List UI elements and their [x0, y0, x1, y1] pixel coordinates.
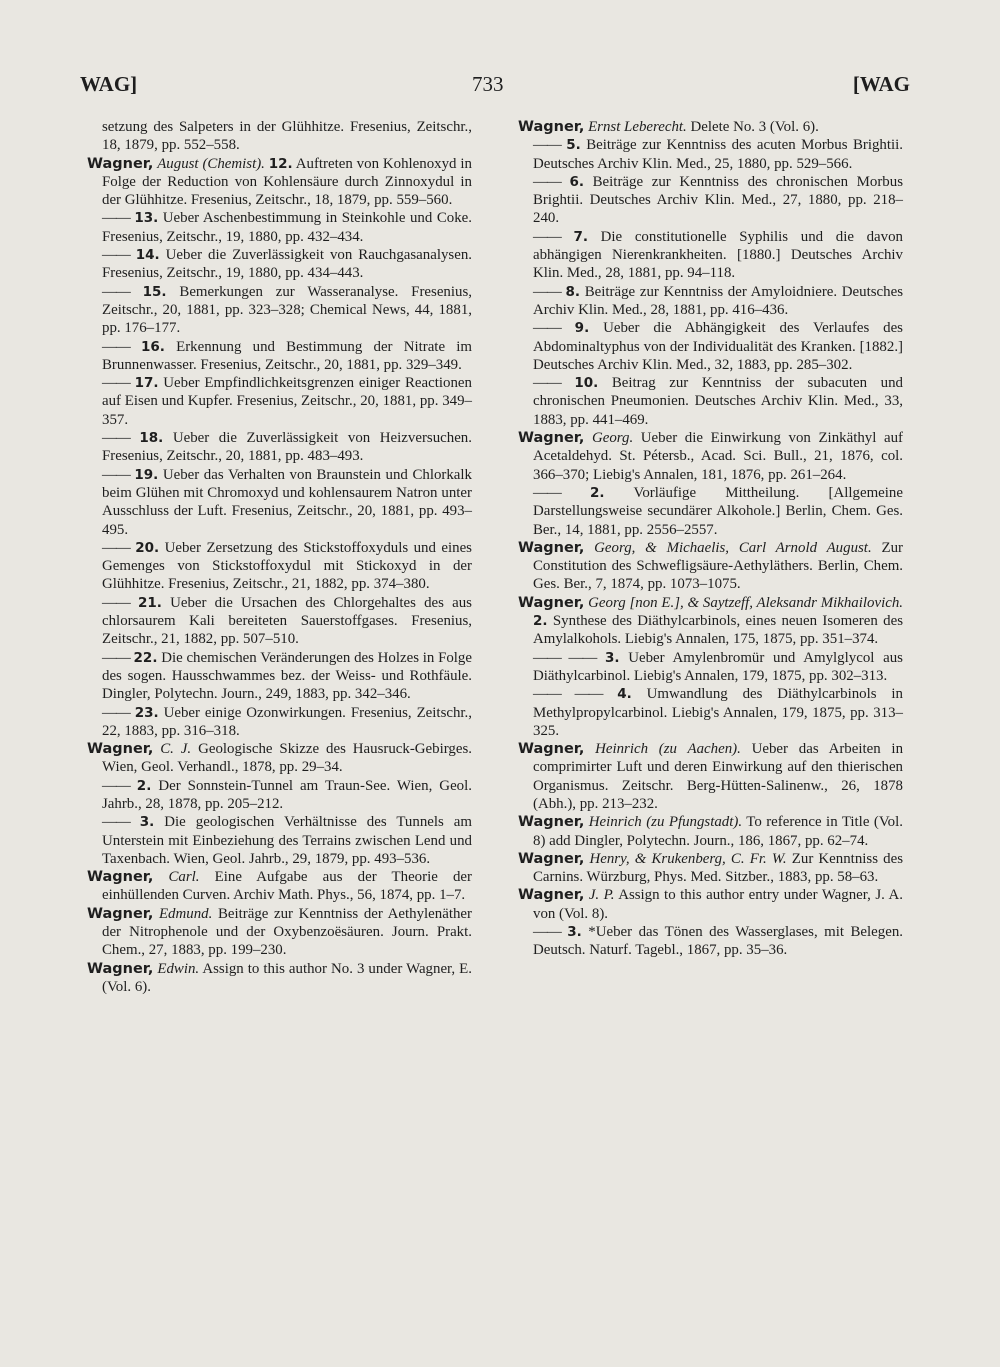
author-surname: Wagner, — [518, 594, 585, 611]
entry-text: Ueber Empfindlichkeitsgrenzen einiger Reactionen auf Eisen und Kupfer. Fresenius, Zeitschr., 20, 1881, pp. 349–357. — [102, 375, 472, 428]
entry-text: Der Sonnstein-Tunnel am Traun-See. Wien, Geol. Jahrb., 28, 1878, pp. 205–212. — [102, 777, 472, 812]
bibliography-entry — [518, 740, 903, 813]
entry-text: Umwandlung des Diäthylcarbinols in Methylpropylcarbinol. Liebig's Annalen, 179, 1875, pp. 313–325. — [533, 686, 903, 739]
bibliography-entry — [87, 374, 472, 429]
entry-number: 7. — [573, 228, 588, 245]
entry-number: 10. — [574, 375, 599, 392]
author-surname: Wagner, — [87, 905, 154, 922]
entry-number: 23. — [134, 704, 159, 721]
entry-number: 4. — [617, 686, 632, 703]
author-given-name: Heinrich (zu Aachen). — [595, 741, 741, 758]
bibliography-entry — [87, 777, 472, 814]
bibliography-entry — [518, 374, 903, 429]
author-surname: Wagner, — [87, 960, 154, 977]
author-surname: Wagner, — [518, 887, 585, 904]
entry-number: 21. — [137, 594, 162, 611]
bibliography-entry — [518, 539, 903, 594]
entry-text: Ueber die Zuverlässigkeit von Rauchgasanalysen. Fresenius, Zeitschr., 19, 1880, pp. 434–443. — [102, 247, 472, 282]
entry-text: Ueber das Verhalten von Braunstein und Chlorkalk beim Glühen mit Chromoxyd und kohlensaurem Natron unter Ausschluss der Luft. Fresenius, Zeitschr., 20, 1881, pp. 493–495. — [102, 466, 472, 538]
entry-number: 18. — [139, 430, 164, 447]
right-column — [518, 118, 903, 960]
entry-number: 17. — [134, 375, 159, 392]
entry-dash: —— — [102, 466, 130, 483]
entry-number: 9. — [574, 320, 590, 337]
entry-dash: —— — [102, 375, 130, 392]
entry-dash: —— —— — [533, 649, 597, 666]
bibliography-entry — [87, 283, 472, 338]
entry-number: 16. — [140, 338, 165, 355]
author-given-name: August (Chemist). — [157, 155, 265, 172]
entry-text: Beiträge zur Kenntniss des acuten Morbus Brightii. Deutsches Archiv Klin. Med., 25, 1880, pp. 529–566. — [533, 137, 903, 172]
entry-dash: —— — [533, 484, 561, 501]
entry-dash: —— — [533, 320, 561, 337]
entry-number: 2. — [136, 777, 152, 794]
bibliography-entry — [87, 960, 472, 997]
entry-dash: —— — [102, 283, 130, 300]
bibliography-entry — [87, 649, 472, 704]
entry-dash: —— —— — [533, 686, 603, 703]
author-surname: Wagner, — [518, 814, 585, 831]
author-surname: Wagner, — [518, 539, 585, 556]
entry-number: 20. — [135, 539, 160, 556]
author-surname: Wagner, — [518, 430, 585, 447]
entry-text: Beiträge zur Kenntniss der Amyloidniere. Deutsches Archiv Klin. Med., 28, 1881, pp. 416–436. — [533, 283, 903, 318]
entry-dash: —— — [533, 283, 561, 300]
bibliography-entry — [518, 923, 903, 960]
running-head — [80, 72, 910, 102]
entry-text: Die chemischen Veränderungen des Holzes in Folge des sogen. Hausschwammes bez. der Weiss- und Rothfäule. Dingler, Polytechn. Journ., 249, 1883, pp. 342–346. — [102, 649, 472, 703]
entry-text: Ueber die Einwirkung von Zinkäthyl auf Acetaldehyd. St. Pétersb., Acad. Sci. Bull., 21, 1876, col. 366–370; Liebig's Annalen, 181, 1876, pp. 261–264. — [533, 430, 903, 483]
bibliography-entry — [87, 246, 472, 283]
entry-text: Zur Constitution des Schwefligsäure-Aethyläthers. Berlin, Chem. Ges. Ber., 7, 1874, pp. 1073–1075. — [533, 539, 903, 593]
entry-text: Geologische Skizze des Hausruck-Gebirges. Wien, Geol. Verhandl., 1878, pp. 29–34. — [102, 741, 472, 776]
entry-text: Vorläufige Mittheilung. [Allgemeine Darstellungsweise secundärer Alkohole.] Berlin, Chem. Ges. Ber., 14, 1881, pp. 2556–2557. — [533, 484, 903, 538]
bibliography-entry — [87, 429, 472, 466]
entry-text: Die constitutionelle Syphilis und die davon abhängigen Nierenkrankheiten. [1880.] Deutsches Archiv Klin. Med., 28, 1881, pp. 94–118. — [533, 228, 903, 282]
entry-dash: —— — [102, 649, 130, 666]
entry-dash: —— — [533, 375, 561, 392]
author-given-name: C. J. — [160, 741, 192, 758]
entry-text: Beiträge zur Kenntniss der Aethylenäther der Nitrophenole und der Oxybenzoësäuren. Journ. Prakt. Chem., 27, 1883, pp. 199–230. — [102, 905, 472, 959]
page-number: 733 — [472, 72, 504, 96]
bibliography-entry — [518, 813, 903, 850]
entry-dash: —— — [533, 228, 561, 245]
bibliography-entry — [518, 118, 903, 136]
entry-number: 13. — [134, 210, 159, 227]
bibliography-entry — [518, 173, 903, 228]
entry-number: 14. — [135, 247, 160, 264]
author-surname: Wagner, — [518, 741, 585, 758]
entry-text: Bemerkungen zur Wasseranalyse. Fresenius, Zeitschr., 20, 1881, pp. 323–328; Chemical News, 44, 1881, pp. 176–177. — [102, 283, 472, 337]
bibliography-entry — [87, 539, 472, 594]
bibliography-entry — [518, 319, 903, 374]
entry-dash: —— — [102, 539, 130, 556]
entry-dash: —— — [533, 137, 561, 154]
author-surname: Wagner, — [87, 741, 154, 758]
bibliography-entry — [518, 685, 903, 740]
entry-text: To reference in Title (Vol. 8) add Dingler, Polytechn. Journ., 186, 1867, pp. 62–74. — [533, 814, 903, 849]
author-given-name: Ernst Leberecht. — [588, 119, 687, 135]
bibliography-entry — [518, 283, 903, 320]
bibliography-entry — [518, 594, 903, 649]
entry-dash: —— — [533, 924, 561, 941]
author-given-name: Edmund. — [158, 905, 213, 922]
entry-dash: —— — [102, 814, 130, 831]
entry-text: Ueber Zersetzung des Stickstoffoxyduls und eines Gemenges von Stickstoffoxydul mit Stickoxyd in der Glühhitze. Fresenius, Zeitschr., 21, 1882, pp. 374–380. — [102, 539, 472, 593]
entry-text: Ueber Amylenbromür und Amylglycol aus Diäthylcarbinol. Liebig's Annalen, 179, 1875, pp. 302–313. — [533, 649, 903, 684]
entry-text: Erkennung und Bestimmung der Nitrate im Brunnenwasser. Fresenius, Zeitschr., 20, 1881, pp. 329–349. — [102, 338, 472, 373]
left-column — [87, 118, 472, 996]
entry-text: Assign to this author entry under Wagner, J. A. von (Vol. 8). — [533, 887, 904, 922]
entry-text: Auftreten von Kohlenoxyd in Folge der Reduction von Kohlensäure durch Zinnoxydul in der Glühhitze. Fresenius, Zeitschr., 18, 1879, pp. 559–560. — [102, 155, 472, 209]
entry-number: 15. — [142, 283, 167, 300]
author-given-name: Heinrich (zu Pfungstadt). — [588, 814, 743, 831]
bibliography-entry — [518, 228, 903, 283]
bibliography-entry — [518, 649, 903, 686]
entry-number: 3. — [567, 924, 582, 941]
bibliography-entry — [87, 155, 472, 210]
entry-text: Assign to this author No. 3 under Wagner, E. (Vol. 6). — [102, 960, 472, 995]
entry-dash: —— — [102, 777, 130, 794]
entry-dash: —— — [102, 594, 130, 611]
author-given-name: Georg, & Michaelis, Carl Arnold August. — [594, 539, 872, 556]
entry-text: Beitrag zur Kenntniss der subacuten und chronischen Pneumonien. Deutsches Archiv Klin. Med., 33, 1883, pp. 441–469. — [533, 375, 903, 428]
author-given-name: J. P. — [588, 887, 615, 904]
entry-text: *Ueber das Tönen des Wasserglases, mit Belegen. Deutsch. Naturf. Tagebl., 1867, pp. 35–36. — [533, 924, 903, 959]
author-given-name: Edwin. — [157, 960, 200, 977]
bibliography-entry — [87, 868, 472, 905]
entry-dash: —— — [102, 704, 130, 721]
entry-number: 5. — [566, 137, 581, 154]
author-surname: Wagner, — [87, 869, 154, 886]
entry-dash: —— — [102, 338, 130, 355]
entry-number: 12. — [268, 155, 293, 172]
entry-text: Eine Aufgabe aus der Theorie der einhüllenden Curven. Archiv Math. Phys., 56, 1874, pp. 1–7. — [102, 869, 472, 904]
entry-number: 3. — [139, 814, 155, 831]
entry-text: Ueber die Abhängigkeit des Verlaufes des Abdominaltyphus von der Individualität des Kranken. [1882.] Deutsches Archiv Klin. Med., 32, 1883, pp. 285–302. — [533, 320, 903, 373]
entry-dash: —— — [533, 173, 561, 190]
bibliography-entry — [518, 136, 903, 173]
author-given-name: Georg. — [591, 430, 634, 447]
entry-text: Ueber Aschenbestimmung in Steinkohle und Coke. Fresenius, Zeitschr., 19, 1880, pp. 432–434. — [102, 210, 472, 245]
entry-text: Delete No. 3 (Vol. 6). — [690, 119, 819, 135]
author-surname: Wagner, — [518, 119, 585, 135]
entry-text: Ueber das Arbeiten in comprimirter Luft und deren Einwirkung auf den thierischen Organismus. Zeitschr. Berg-Hütten-Salinenw., 26, 1878 (Abh.), pp. 213–232. — [533, 741, 904, 812]
running-head-right: [WAG — [852, 72, 910, 96]
entry-number: 22. — [133, 649, 158, 666]
entry-text: Die geologischen Verhältnisse des Tunnels am Unterstein mit Einbeziehung des Terrains zwischen Lend und Taxenbach. Wien, Geol. Jahrb., 29, 1879, pp. 493–536. — [102, 814, 472, 867]
entry-number: 2. — [590, 484, 605, 501]
bibliography-entry — [87, 466, 472, 539]
entry-text: Zur Kenntniss des Carnins. Würzburg, Phys. Med. Sitzber., 1883, pp. 58–63. — [533, 850, 903, 886]
author-given-name: Georg [non E.], & Saytzeff, Aleksandr Mikhailovich. — [588, 594, 903, 611]
bibliography-entry — [87, 118, 472, 155]
entry-number: 19. — [134, 466, 159, 483]
author-given-name: Carl. — [168, 869, 200, 886]
bibliography-entry — [518, 429, 903, 484]
bibliography-entry — [87, 209, 472, 246]
entry-number: 3. — [605, 649, 620, 666]
entry-number: 6. — [569, 173, 584, 190]
entry-dash: —— — [102, 210, 130, 227]
bibliography-entry — [87, 338, 472, 375]
entry-text: Synthese des Diäthylcarbinols, eines neuen Isomeren des Amylalkohols. Liebig's Annalen, 175, 1875, pp. 351–374. — [533, 613, 903, 648]
bibliography-entry — [87, 740, 472, 777]
entry-text: Ueber die Ursachen des Chlorgehaltes des aus chlorsaurem Kali bereiteten Sauerstoffgases. Fresenius, Zeitschr., 21, 1882, pp. 507–510. — [102, 594, 472, 648]
author-surname: Wagner, — [518, 850, 585, 867]
bibliography-entry — [87, 704, 472, 741]
running-head-left: WAG] — [80, 72, 138, 96]
bibliography-entry — [518, 850, 903, 887]
bibliography-entry — [87, 594, 472, 649]
entry-text: Ueber die Zuverlässigkeit von Heizversuchen. Fresenius, Zeitschr., 20, 1881, pp. 483–493. — [102, 430, 472, 465]
entry-text: Beiträge zur Kenntniss des chronischen Morbus Brightii. Deutsches Archiv Klin. Med., 27, 1880, pp. 218–240. — [533, 173, 903, 227]
author-given-name: Henry, & Krukenberg, C. Fr. W. — [589, 850, 787, 867]
entry-dash: —— — [102, 430, 130, 447]
bibliography-entry — [518, 886, 903, 923]
entry-text: setzung des Salpeters in der Glühhitze. Fresenius, Zeitschr., 18, 1879, pp. 552–558. — [102, 119, 472, 154]
entry-number: 8. — [565, 283, 581, 300]
author-surname: Wagner, — [87, 155, 154, 172]
bibliography-entry — [518, 484, 903, 539]
bibliography-entry — [87, 905, 472, 960]
bibliography-entry — [87, 813, 472, 868]
entry-text: Ueber einige Ozonwirkungen. Fresenius, Zeitschr., 22, 1883, pp. 316–318. — [102, 704, 472, 739]
entry-number: 2. — [533, 613, 548, 630]
entry-dash: —— — [102, 247, 130, 264]
